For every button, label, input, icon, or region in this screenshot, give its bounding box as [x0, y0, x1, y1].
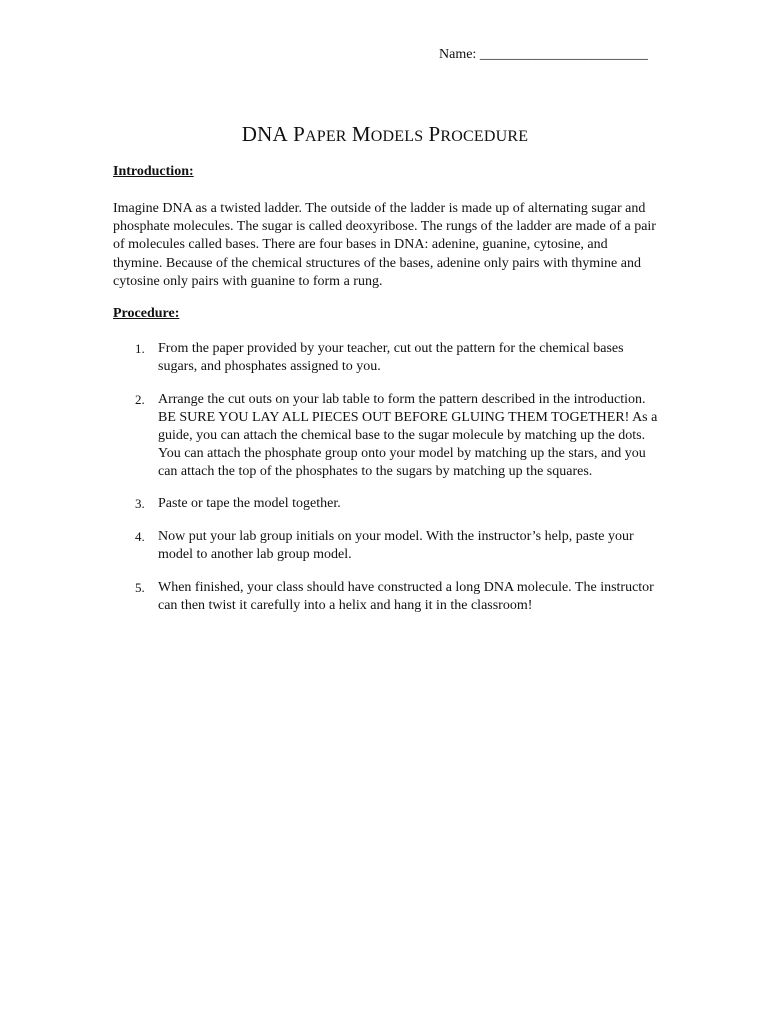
title-word-procedure-initial: P — [428, 122, 441, 146]
step-text: Now put your lab group initials on your model. With the instructor’s help, paste your model to another lab group model. — [158, 529, 634, 562]
step-text: From the paper provided by your teacher, cut out the pattern for the chemical bases sugars, and phosphates assigned to you. — [158, 341, 624, 374]
step-text: Arrange the cut outs on your lab table to form the pattern described in the introduction. BE SURE YOU LAY ALL PIECES OUT BEFORE GLUING THEM TOGETHER! As a guide, you can attach the chemical base to the sugar molecule by matching up the dots. You can attach the phosphate group onto your model by matching up the stars, and you can attach the top of the phosphates to the sugars by matching up the squares. — [158, 392, 658, 479]
document-title — [0, 122, 770, 147]
step-number: 2. — [135, 392, 145, 407]
introduction-heading: Introduction: — [113, 164, 194, 179]
title-word-models-rest: ODELS — [370, 128, 424, 145]
procedure-step-1 — [113, 340, 658, 376]
step-text: When finished, your class should have constructed a long DNA molecule. The instructor can then twist it carefully into a helix and hang it in the classroom! — [158, 580, 654, 613]
procedure-step-2 — [113, 391, 658, 481]
title-word-dna: DNA — [241, 122, 288, 146]
procedure-steps-list — [113, 340, 658, 615]
procedure-step-4 — [113, 528, 658, 564]
step-text: Paste or tape the model together. — [158, 496, 341, 511]
step-number: 4. — [135, 529, 145, 544]
title-word-paper-initial: P — [293, 122, 305, 146]
procedure-heading: Procedure: — [113, 306, 180, 321]
introduction-paragraph: Imagine DNA as a twisted ladder. The outside of the ladder is made up of alternating sugar and phosphate molecules. The sugar is called deoxyribose. The rungs of the ladder are made of a pair of molecules called bases. There are four bases in DNA: adenine, guanine, cytosine, and thymine. Because of the chemical structures of the bases, adenine only pairs with thymine and cytosine only pairs with guanine to form a rung. — [113, 201, 656, 289]
title-word-procedure-rest: ROCEDURE — [440, 128, 529, 145]
title-word-models-initial: M — [351, 122, 371, 146]
procedure-step-5 — [113, 579, 658, 615]
procedure-step-3 — [113, 495, 658, 513]
name-field-label: Name: ________________________ — [439, 47, 648, 62]
step-number: 1. — [135, 341, 145, 356]
step-number: 5. — [135, 580, 145, 595]
step-number: 3. — [135, 496, 145, 511]
title-word-paper-rest: APER — [304, 128, 347, 145]
